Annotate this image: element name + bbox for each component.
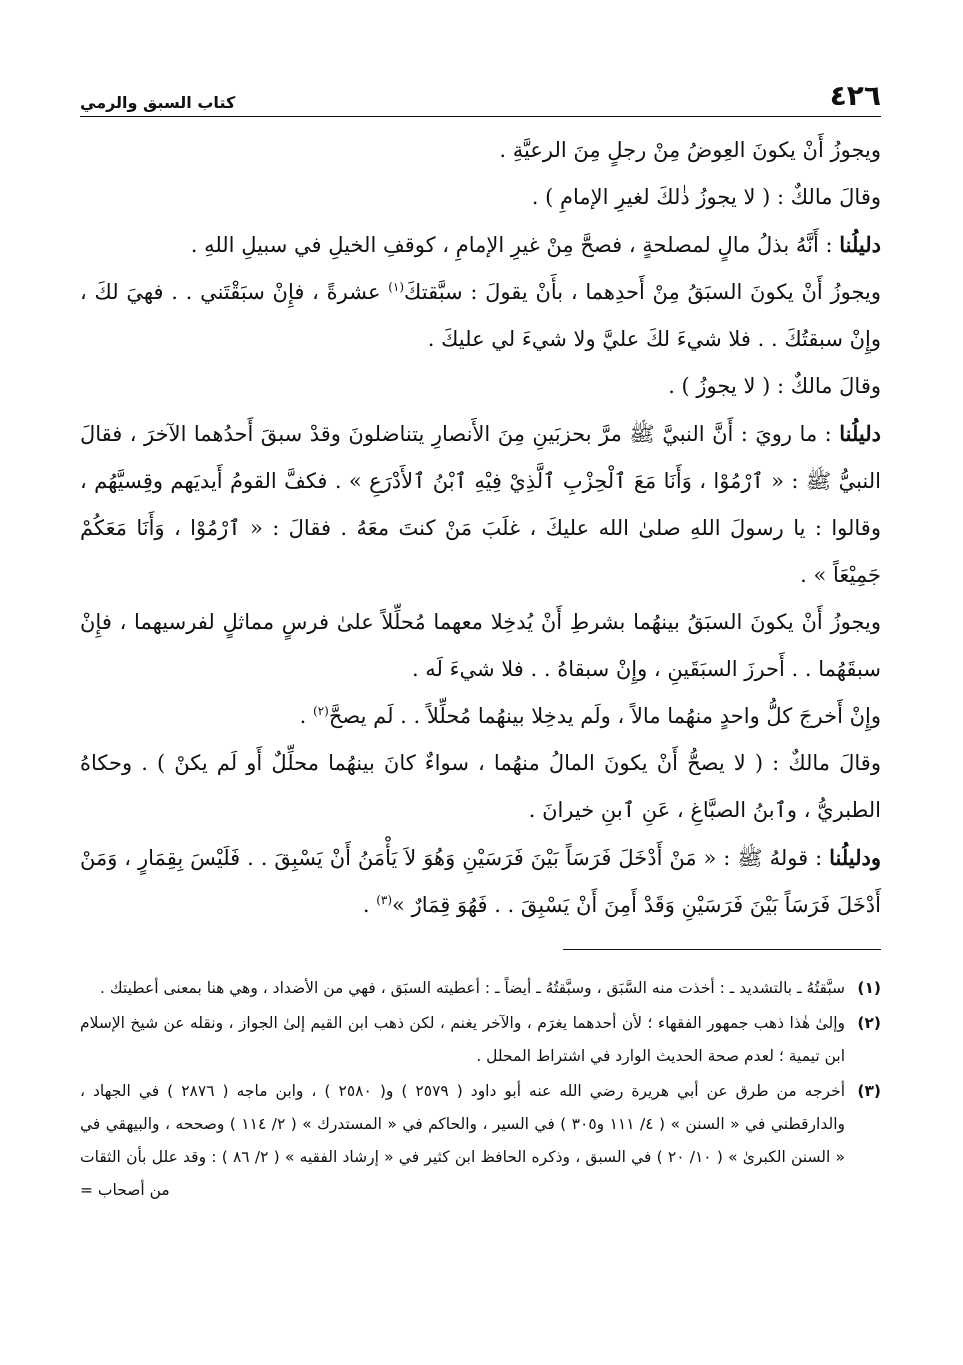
footnote-marker[interactable]: (٢) [313, 704, 329, 718]
running-title: كتاب السبق والرمي [80, 93, 236, 112]
footnote-text: سبَّقتُهُ ـ بالتشديد ـ : أخذت منه السَّبَق ، وسبَّقتُهُ ـ أيضاً ـ : أعطيته السبَق ، فهي من الأضداد ، وهي هنا بمعنى أعطيتك . [100, 979, 845, 997]
paragraph: وقالَ مالكٌ : ( لا يجوزُ ذٰلكَ لغيرِ الإمامِ ) . [531, 185, 881, 209]
evidence-lead: دليلُنا [839, 232, 881, 257]
footnote-number: (٢) [857, 1014, 881, 1032]
footnote-text: وإلىٰ هٰذا ذهب جمهور الفقهاء ؛ لأن أحدهما يغرَم ، والآخر يغنم ، لكن ذهب ابن القيم إلىٰ الجواز ، ونقله عن شيخ الإسلام ابن تيمية ؛ لعدم صحة الحديث الوارد في اشتراط المحلل . [80, 1014, 845, 1065]
footnote-separator [563, 949, 881, 950]
footnote [80, 972, 881, 1005]
paragraph: ودليلُنا : قولهُ ﷺ : « مَنْ أَدْخَلَ فَرَسَاً بَيْنَ فَرَسَيْنِ وَهُوَ لاَ يَأْمَنُ أَنْ يَسْبِقَ . . فَلَيْسَ بِقِمَارٍ ، وَمَنْ أَدْخَلَ فَرَسَاً بَيْنَ فَرَسَيْنِ وَقَدْ أَمِنَ أَنْ يَسْبِقَ . . فَهُوَ قِمَارٌ »$^{(٣)}$ . [80, 845, 881, 917]
paragraph: ويجوزُ أَنْ يكونَ العِوضُ مِنْ رجلٍ مِنَ الرعيَّةِ . [499, 138, 881, 162]
page-header [80, 72, 881, 117]
paragraph: وإِنْ أَخرجَ كلُّ واحدٍ منهُما مالاً ، ولَم يدخِلا بينهُما مُحلِّلاً . . لَم يصحَّ$^{(٢)}$ . [299, 704, 881, 728]
paragraph: وقالَ مالكٌ : ( لا يجوزُ ) . [668, 374, 881, 398]
paragraph: دليلُنا : أَنَّهُ بذلُ مالٍ لمصلحةٍ ، فصحَّ مِنْ غيرِ الإمامِ ، كوقفِ الخيلِ في سبيلِ اللهِ . [190, 232, 881, 257]
footnote [80, 1007, 881, 1073]
footnote-marker[interactable]: (٣) [376, 893, 393, 907]
footnote-number: (٣) [857, 1082, 881, 1100]
footnote-text: أخرجه من طرق عن أبي هريرة رضي الله عنه أبو داود ( ٢٥٧٩ ) و( ٢٥٨٠ ) ، وابن ماجه ( ٢٨٧٦ ) في الجهاد ، والدارقطني في « السنن » ( ٤/ ١١١ و٣٠٥ ) في السير ، والحاكم في « المستدرك » ( ٢/ ١١٤ ) وصححه ، والبيهقي في « السنن الكبرىٰ » ( ١٠/ ٢٠ ) في السبق ، وذكره الحافظ ابن كثير في « إرشاد الفقيه » ( ٢/ ٨٦ ) : وقد علل بأن الثقات من أصحاب = [80, 1082, 846, 1199]
evidence-lead: ودليلُنا [829, 845, 881, 870]
footnote [80, 1075, 881, 1207]
page-number: ٤٢٦ [829, 79, 881, 112]
footnote-marker[interactable]: (١) [388, 280, 405, 294]
paragraph: وقالَ مالكٌ : ( لا يصحُّ أَنْ يكونَ المالُ منهُما ، سواءٌ كانَ بينهُما محلِّلٌ أَو لَم يكنْ ) . وحكاهُ الطبريُّ ، وٱبنُ الصبَّاغِ ، عَنِ ٱبنِ خيرانَ . [80, 751, 881, 822]
footnote-number: (١) [857, 979, 881, 997]
main-text [80, 127, 881, 929]
evidence-lead: دليلُنا [839, 421, 881, 446]
paragraph: ويجوزُ أَنْ يكونَ السبَقُ مِنْ أَحدِهما ، بأَنْ يقولَ : سبَّقتكَ$^{(١)}$ عشرةً ، فإِنْ سبَقْتَني . . فهيَ لكَ ، وإِنْ سبقتُكَ . . فلا شيءَ لكَ عليَّ ولا شيءَ لي عليكَ . [80, 280, 881, 351]
paragraph: ويجوزُ أَنْ يكونَ السبَقُ بينهُما بشرطِ أَنْ يُدخِلا معهما مُحلِّلاً علىٰ فرسٍ مماثلٍ لفرسيهما ، فإِنْ سبقَهُما . . أَحرزَ السبَقَينِ ، وإِنْ سبقاهُ . . فلا شيءَ لَه . [80, 610, 881, 681]
paragraph: دليلُنا : ما رويَ : أَنَّ النبيَّ ﷺ مرَّ بحزبَينِ مِنَ الأَنصارِ يتناضلونَ وقدْ سبقَ أَحدُهما الآخرَ ، فقالَ النبيُّ ﷺ : « ٱرْمُوْا ، وَأَنَا مَعَ ٱلْحِزْبِ ٱلَّذِيْ فِيْهِ ٱبْنُ ٱلأَدْرَعِ » . فكفَّ القومُ أَيديَهم وقِسيَّهُم ، وقالوا : يا رسولَ اللهِ صلىٰ الله عليكَ ، غلَبَ مَنْ كنتَ معَهُ . فقالَ : « ٱرْمُوْا ، وَأَنَا مَعَكُمْ جَمِيْعَاً » . [80, 421, 881, 587]
footnotes [80, 972, 881, 1207]
